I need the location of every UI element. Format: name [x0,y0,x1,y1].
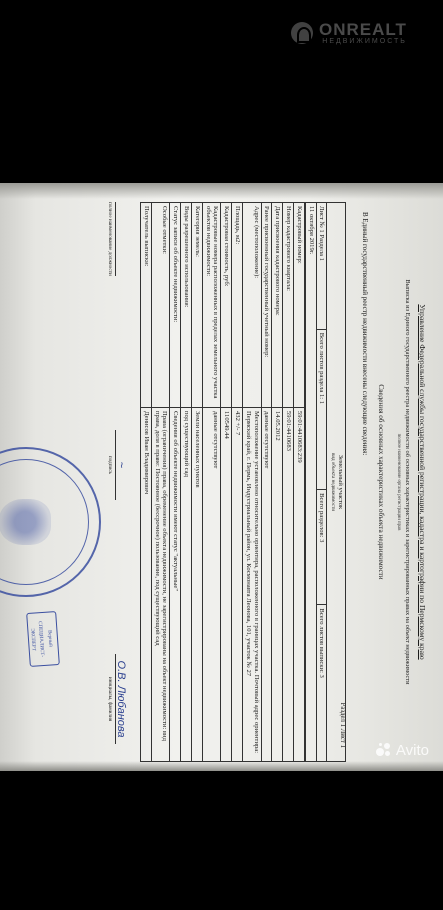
row-value: Земли населенных пунктов [192,408,203,762]
table-row [141,203,152,762]
sheet-number: Лист № 1 Раздела 1 [316,203,327,330]
onrealt-watermark [291,18,431,48]
sheets-in-section: Всего листов раздела 1: 1 [316,329,327,489]
extract-title: Выписка из Единого государственного реестра недвижимости об основных характеристиках и зарегистрированных правах на объект недвижимости [404,279,412,685]
name-caption: инициалы, фамилия [106,654,117,744]
characteristics-table [140,202,305,762]
table-row [151,203,170,762]
row-label: Особые отметки: [151,203,170,408]
row-value: 14.05.2012 [272,408,283,762]
table-row [221,203,232,762]
row-label: Адрес (местоположение): [243,203,262,408]
row-value: Права (ограничения) права, обременение объекта недвижимости, не зарегистрированы на объект недвижимости: вид права, доля в праве: Постоянное (бессрочное) пользование, под существующий сад [151,408,170,762]
extract-date: 11 октября 2019г. [305,203,316,762]
row-label: Кадастровый номер: [294,203,305,408]
avito-logo-icon [376,743,392,759]
watermark-sub: НЕДВИЖИМОСТЬ [322,38,407,45]
total-sections: Всего разделов: 3 [316,490,327,605]
row-label: Площадь, м2: [232,203,243,408]
table-row [181,203,192,762]
row-value: 59:01:4410683:239 [294,408,305,762]
paper-top-shadow [0,183,443,199]
row-label: Получатель выписки: [141,203,152,408]
official-seal-icon [0,447,101,597]
table-row [243,203,262,762]
table-row [294,203,305,762]
intro-text: В Единый государственный реестр недвижимости внесены следующие сведения: [360,212,369,456]
section-subtitle: Сведения об основных характеристиках объекта недвижимости [377,384,386,580]
object-table [305,202,346,762]
row-value: данные отсутствуют [202,408,221,762]
signature-scrawl: ~ [114,461,127,469]
row-value: Сведения об объекте недвижимости имеют статус "актуальные" [170,408,181,762]
table-row [272,203,283,762]
row-label: Кадастровая стоимость, руб: [221,203,232,408]
authority-note: полное наименование органа регистрации прав [395,433,401,531]
avito-watermark [376,742,429,759]
section-label: Раздел 1 Лист 1 [339,702,346,748]
row-value: данные отсутствуют [261,408,272,762]
row-label: Категория земель: [192,203,203,408]
row-label: Ранее присвоенный государственный учетный номер: [261,203,272,408]
row-value: 432 +/- 7 [232,408,243,762]
paper-bottom-shadow [0,761,443,771]
table-row [283,203,294,762]
onrealt-logo-icon [291,22,313,44]
sign-caption: подпись [106,430,117,500]
row-value: под существующий сад [181,408,192,762]
verified-stamp: Верный СПЕЦИАЛИСТ-ЭКСПЕРТ [26,611,60,667]
total-sheets: Всего листов выписки: 3 [316,605,327,762]
row-label: Дата присвоения кадастрового номера: [272,203,283,408]
signature-block [106,202,127,762]
row-label: Номер кадастрового квартала: [283,203,294,408]
object-kind: Земельный участок вид объекта недвижимости [327,203,346,762]
row-label: Виды разрешенного использования: [181,203,192,408]
table-row [192,203,203,762]
row-value: Местоположение установлено относительно ориентира, расположенного в границах участка. Почтовый адрес ориентира: Пермский край, г. Пермь, Индустриальный район, ул. Космонавта Леонова, 101, участок № 27 [243,408,262,762]
egrn-extract [16,202,426,762]
row-label: Кадастровые номера расположенных в пределах земельного участка объектов недвижимости: [202,203,221,408]
row-value: 110549.44 [221,408,232,762]
table-row [202,203,221,762]
position-caption: полное наименование должности [106,202,117,276]
table-row [232,203,243,762]
row-value: 59:01:4410683 [283,408,294,762]
row-value: Денисов Иван Владимирович [141,408,152,762]
watermark-brand: ONREALT [319,20,407,39]
table-row [170,203,181,762]
signer-name: О.В. Любанова [114,660,127,738]
table-row [261,203,272,762]
row-label: Статус записи об объекте недвижимости: [170,203,181,408]
authority-heading: Управление Федеральной службы государственной регистрации, кадастра и картографии по Пермскому краю [418,304,427,660]
avito-label: Avito [395,742,429,759]
